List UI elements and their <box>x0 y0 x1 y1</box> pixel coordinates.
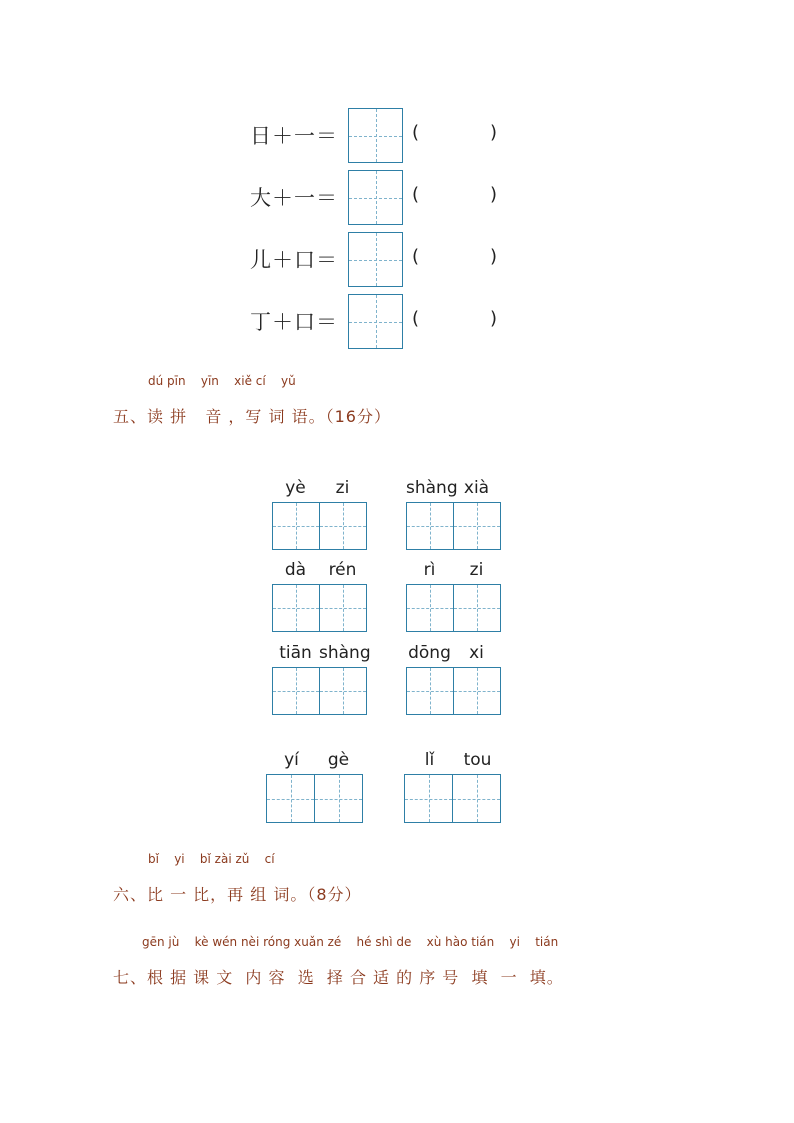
paren-open: ( <box>412 308 420 329</box>
section5-pinyin: dú pīn yīn xiě cí yǔ <box>148 374 296 388</box>
section6-title: 六、比 一 比，再 组 词。（8分） <box>113 885 362 904</box>
section6-pinyin: bǐ yi bǐ zài zǔ cí <box>148 852 275 866</box>
paren-close: ) <box>490 246 498 267</box>
section5-title: 五、读 拼 音 ，写 词 语。（16分） <box>113 407 391 426</box>
answer-grid-box[interactable] <box>348 170 403 225</box>
answer-grid-box[interactable] <box>348 294 403 349</box>
section7-pinyin: gēn jù kè wén nèi róng xuǎn zé hé shì de xù hào tián yi tián <box>142 935 559 949</box>
answer-grid-box[interactable] <box>406 502 454 550</box>
paren-close: ) <box>490 122 498 143</box>
paren-open: ( <box>412 184 420 205</box>
answer-grid-box[interactable] <box>452 774 501 823</box>
syllable-pinyin: dōng <box>408 643 451 663</box>
answer-grid-box[interactable] <box>348 232 403 287</box>
answer-grid-box[interactable] <box>272 502 320 550</box>
syllable-pinyin: shàng <box>406 478 458 498</box>
syllable-pinyin: yè <box>285 478 306 498</box>
syllable-pinyin: yí <box>284 750 299 770</box>
answer-grid-box[interactable] <box>272 667 320 715</box>
equation-expression: 大＋一＝ <box>250 186 338 210</box>
answer-grid-box[interactable] <box>453 667 501 715</box>
syllable-pinyin: shàng <box>319 643 371 663</box>
equation-expression: 丁＋口＝ <box>250 310 338 334</box>
answer-grid-box[interactable] <box>404 774 453 823</box>
answer-grid-box[interactable] <box>319 584 367 632</box>
syllable-pinyin: zi <box>335 478 350 498</box>
answer-grid-box[interactable] <box>266 774 315 823</box>
syllable-pinyin: tiān <box>279 643 312 663</box>
paren-open: ( <box>412 246 420 267</box>
syllable-pinyin: tou <box>463 750 492 770</box>
paren-open: ( <box>412 122 420 143</box>
paren-close: ) <box>490 184 498 205</box>
syllable-pinyin: rì <box>423 560 436 580</box>
syllable-pinyin: dà <box>284 560 307 580</box>
answer-grid-box[interactable] <box>348 108 403 163</box>
equation-expression: 儿＋口＝ <box>250 248 338 272</box>
answer-grid-box[interactable] <box>453 502 501 550</box>
section7-title: 七、根 据 课 文 内 容 选 择 合 适 的 序 号 填 一 填。 <box>113 968 564 987</box>
paren-close: ) <box>490 308 498 329</box>
syllable-pinyin: zi <box>469 560 484 580</box>
answer-grid-box[interactable] <box>406 667 454 715</box>
syllable-pinyin: rén <box>328 560 357 580</box>
answer-grid-box[interactable] <box>453 584 501 632</box>
answer-grid-box[interactable] <box>319 502 367 550</box>
syllable-pinyin: gè <box>327 750 350 770</box>
syllable-pinyin: xi <box>469 643 484 663</box>
equation-expression: 日＋一＝ <box>250 124 338 148</box>
syllable-pinyin: xià <box>463 478 490 498</box>
answer-grid-box[interactable] <box>272 584 320 632</box>
answer-grid-box[interactable] <box>406 584 454 632</box>
answer-grid-box[interactable] <box>314 774 363 823</box>
syllable-pinyin: lǐ <box>424 750 435 770</box>
answer-grid-box[interactable] <box>319 667 367 715</box>
